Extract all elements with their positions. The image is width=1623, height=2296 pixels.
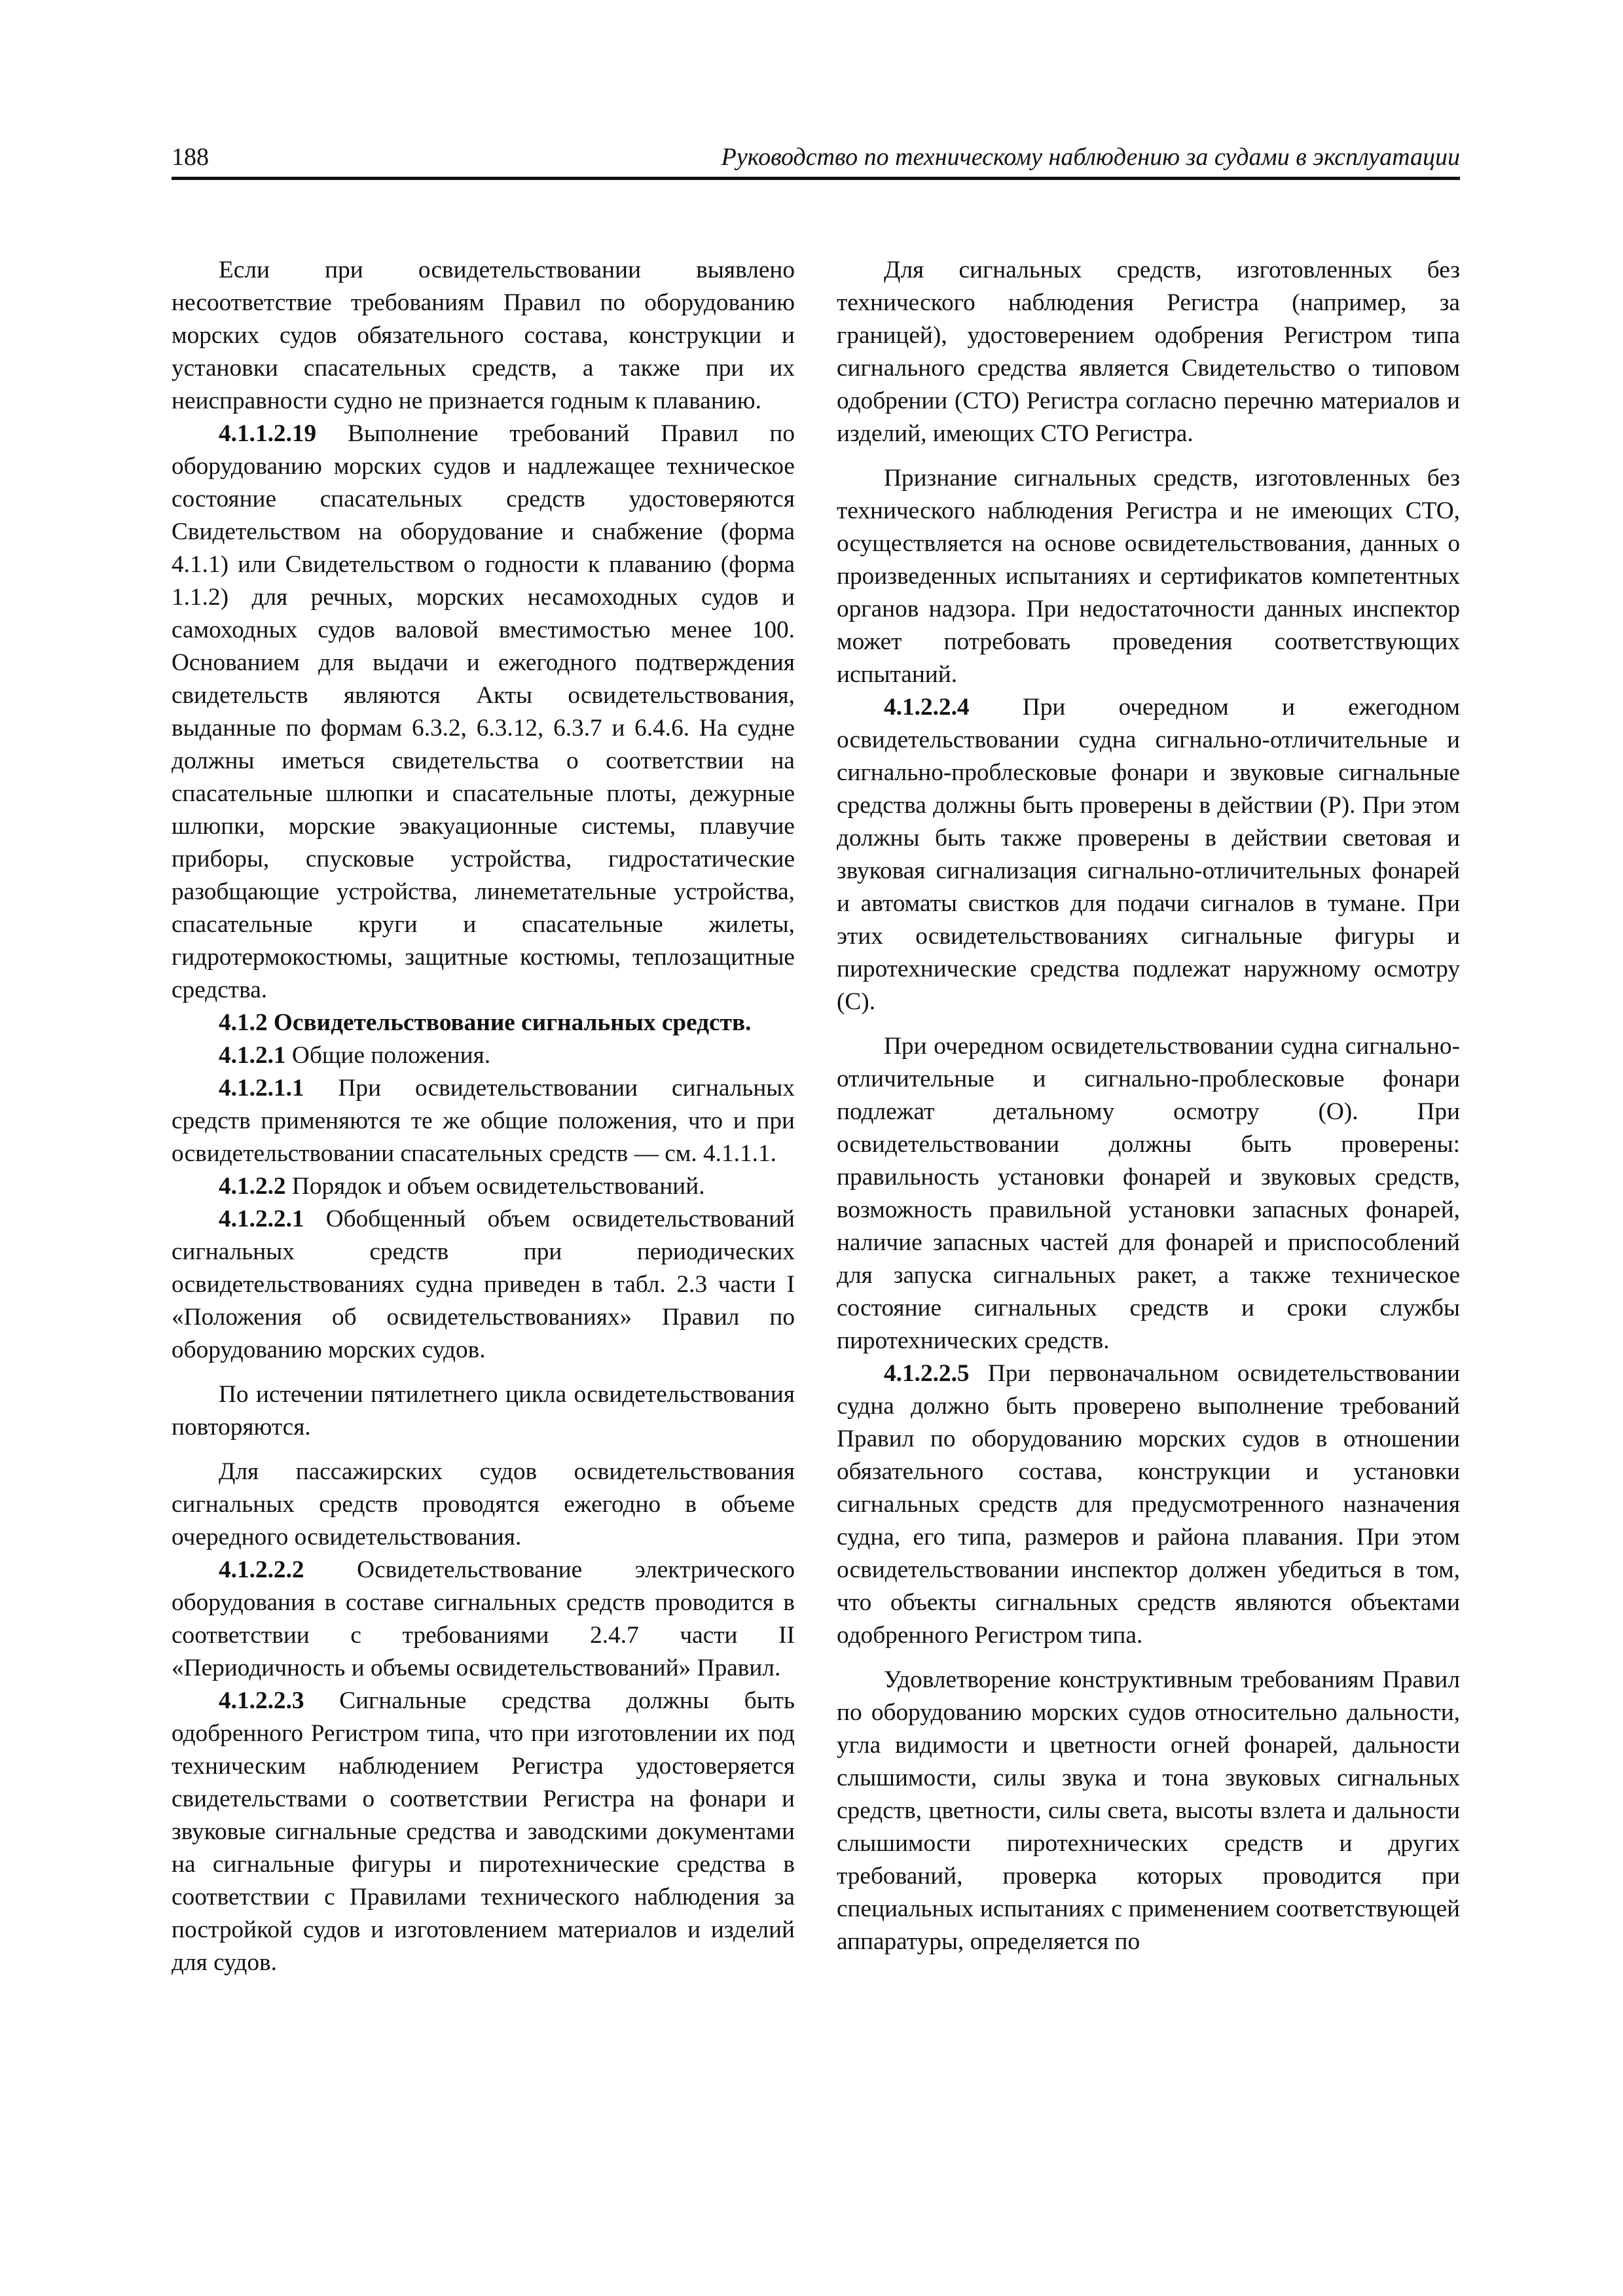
left-column xyxy=(172,254,795,1979)
clause-number: 4.1.2.2.3 xyxy=(219,1687,304,1714)
paragraph: 4.1.2.2.1 Обобщенный объем освидетельствований сигнальных средств при периодических освидетельствованиях судна приведен в табл. 2.3 части I «Положения об освидетельствованиях» Правил по оборудованию морских судов. xyxy=(172,1206,795,1363)
paragraph: 4.1.2.2.2 Освидетельствование электрического оборудования в составе сигнальных средств проводится в соответствии с требованиями 2.4.7 части II «Периодичность и объемы освидетельствований» Правил. xyxy=(172,1556,795,1681)
paragraph: 4.1.2.2 Порядок и объем освидетельствований. xyxy=(219,1173,705,1200)
paragraph: Признание сигнальных средств, изготовленных без технического наблюдения Регистра и не имеющих СТО, осуществляется на основе освидетельствования, данных о произведенных испытаниях и сертификатов компетентных органов надзора. При недостаточности данных инспектор может потребовать проведения соответствующих испытаний. xyxy=(837,465,1460,688)
paragraph: 4.1.2.1.1 При освидетельствовании сигнальных средств применяются те же общие положения, что и при освидетельствовании спасательных средств — см. 4.1.1.1. xyxy=(172,1075,795,1167)
paragraph: Для сигнальных средств, изготовленных без технического наблюдения Регистра (например, за границей), удостоверением одобрения Регистром типа сигнального средства является Свидетельство о типовом одобрении (СТО) Регистра согласно перечню материалов и изделий, имеющих СТО Регистра. xyxy=(837,257,1460,447)
running-title: Руководство по техническому наблюдению за судами в эксплуатации xyxy=(721,143,1460,171)
paragraph: При очередном освидетельствовании судна сигнально-отличительные и сигнально-проблесковые фонари подлежат детальному осмотру (О). При освидетельствовании должны быть проверены: правильность установки фонарей и звуковых средств, возможность правильной установки запасных фонарей, наличие запасных частей для фонарей и приспособлений для запуска сигнальных ракет, а также техническое состояние сигнальных средств и сроки службы пиротехнических средств. xyxy=(837,1033,1460,1354)
section-heading: 4.1.2 Освидетельствование сигнальных средств. xyxy=(219,1009,752,1036)
paragraph: Удовлетворение конструктивным требованиям Правил по оборудованию морских судов относительно дальности, угла видимости и цветности огней фонарей, дальности слышимости, силы звука и тона звуковых сигнальных средств, цветности, силы света, высоты взлета и дальности слышимости пиротехнических средств и других требований, проверка которых проводится при специальных испытаниях с применением соответствующей аппаратуры, определяется по xyxy=(837,1666,1460,1955)
page-header xyxy=(172,140,1460,180)
clause-number: 4.1.2.2.4 xyxy=(884,694,970,721)
paragraph: Для пассажирских судов освидетельствования сигнальных средств проводятся ежегодно в объеме очередного освидетельствования. xyxy=(172,1458,795,1551)
paragraph: 4.1.2.2.5 При первоначальном освидетельствовании судна должно быть проверено выполнение требований Правил по оборудованию морских судов в отношении обязательного состава, конструкции и установки сигнальных средств для предусмотренного назначения судна, его типа, размеров и района плавания. При этом освидетельствовании инспектор должен убедиться в том, что объекты сигнальных средств являются объектами одобренного Регистром типа. xyxy=(837,1360,1460,1649)
paragraph: 4.1.2.1 Общие положения. xyxy=(219,1042,491,1069)
paragraph: 4.1.2.2.4 При очередном и ежегодном освидетельствовании судна сигнально-отличительные и сигнально-проблесковые фонари и звуковые сигнальные средства должны быть проверены в действии (Р). При этом должны быть также проверены в действии световая и звуковая сигнализация сигнально-отличительных фонарей и автоматы свистков для подачи сигналов в тумане. При этих освидетельствованиях сигнальные фигуры и пиротехнические средства подлежат наружному осмотру (С). xyxy=(837,694,1460,1015)
paragraph: 4.1.2.2.3 Сигнальные средства должны быть одобренного Регистром типа, что при изготовлении их под техническим наблюдением Регистра удостоверяется свидетельствами о соответствии Регистра на фонари и звуковые сигнальные средства и заводскими документами на сигнальные фигуры и пиротехнические средства в соответствии с Правилами технического наблюдения за постройкой судов и изготовлением материалов и изделий для судов. xyxy=(172,1687,795,1976)
clause-number: 4.1.1.2.19 xyxy=(219,420,317,447)
clause-number: 4.1.2.1 xyxy=(219,1042,286,1069)
page-number: 188 xyxy=(172,143,209,171)
clause-number: 4.1.2.2.5 xyxy=(884,1360,970,1387)
clause-number: 4.1.2.2 xyxy=(219,1173,286,1200)
paragraph: Если при освидетельствовании выявлено несоответствие требованиям Правил по оборудованию морских судов обязательного состава, конструкции и установки спасательных средств, а также при их неисправности судно не признается годным к плаванию. xyxy=(172,257,795,414)
clause-number: 4.1.2.2.1 xyxy=(219,1206,304,1232)
paragraph: 4.1.1.2.19 Выполнение требований Правил по оборудованию морских судов и надлежащее техническое состояние спасательных средств удостоверяются Свидетельством на оборудование и снабжение (форма 4.1.1) или Свидетельством о годности к плаванию (форма 1.1.2) для речных, морских несамоходных судов и самоходных судов валовой вместимостью менее 100. Основанием для выдачи и ежегодного подтверждения свидетельств являются Акты освидетельствования, выданные по формам 6.3.2, 6.3.12, 6.3.7 и 6.4.6. На судне должны иметься свидетельства о соответствии на спасательные шлюпки и спасательные плоты, дежурные шлюпки, морские эвакуационные системы, плавучие приборы, спусковые устройства, гидростатические разобщающие устройства, линеметательные устройства, спасательные круги и спасательные жилеты, гидротермокостюмы, защитные костюмы, теплозащитные средства. xyxy=(172,420,795,1003)
right-column xyxy=(837,254,1460,1958)
clause-number: 4.1.2.2.2 xyxy=(219,1556,304,1583)
clause-number: 4.1.2.1.1 xyxy=(219,1075,304,1102)
paragraph: По истечении пятилетнего цикла освидетельствования повторяются. xyxy=(172,1381,795,1441)
